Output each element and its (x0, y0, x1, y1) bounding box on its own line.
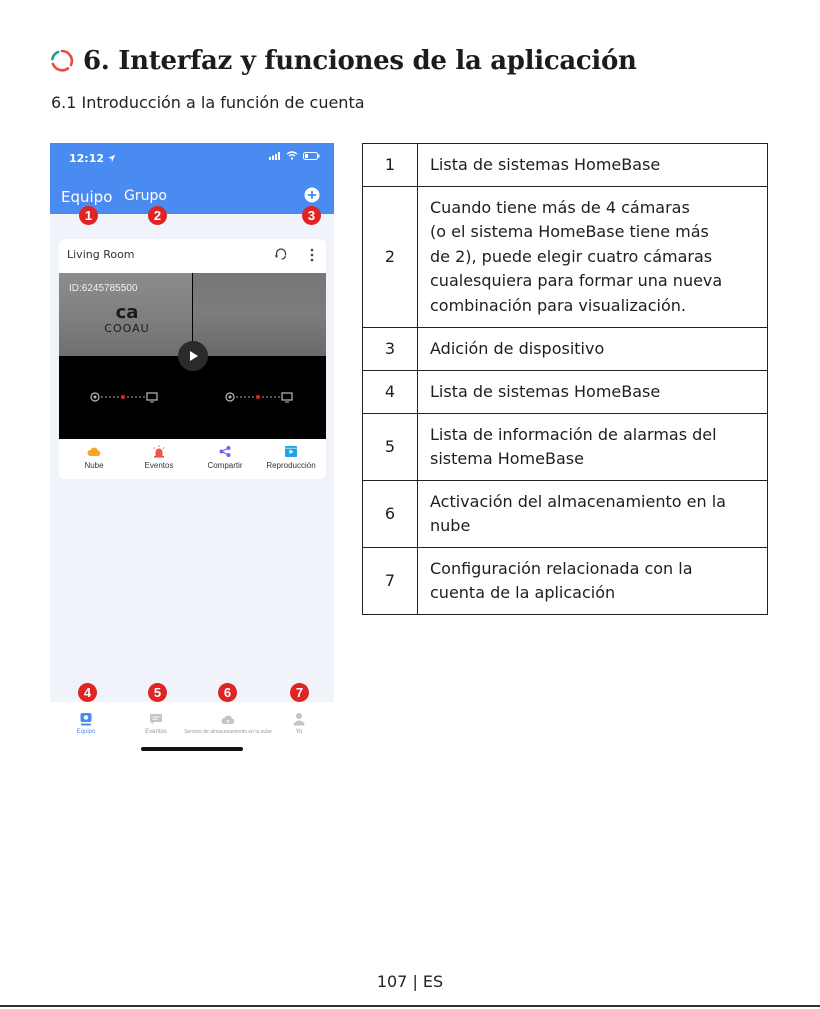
action-cloud[interactable]: Nube (59, 445, 129, 470)
tab-equipo[interactable]: Equipo (61, 188, 113, 206)
nav-cloud-storage[interactable]: Servicio de almacenamiento en la nube (176, 712, 280, 735)
table-row (363, 481, 768, 548)
message-icon (149, 712, 163, 726)
legend-num: 3 (363, 328, 418, 371)
camera-grid[interactable] (59, 273, 326, 439)
headset-icon[interactable] (274, 247, 288, 261)
camera-offline-icon (224, 391, 296, 403)
legend-desc: Lista de información de alarmas del sistema HomeBase (418, 414, 768, 481)
table-row (363, 328, 768, 371)
callout-6: 6 (218, 683, 237, 702)
camera-feed-1[interactable] (59, 273, 192, 356)
table-row (363, 187, 768, 328)
svg-text:COOAU: COOAU (104, 322, 150, 335)
wifi-icon (286, 151, 298, 160)
status-icons (269, 151, 320, 160)
section-ring-icon (50, 49, 74, 73)
action-share[interactable]: Compartir (190, 445, 260, 470)
legend-desc: Lista de sistemas HomeBase (418, 371, 768, 414)
playback-icon (284, 445, 298, 458)
action-playback[interactable]: Reproducción (256, 445, 326, 470)
nav-yo[interactable]: Yo (287, 712, 311, 735)
cloud-storage-icon (221, 712, 235, 726)
legend-num: 5 (363, 414, 418, 481)
app-screenshot (50, 143, 334, 768)
app-topbar (50, 143, 334, 214)
callout-3: 3 (302, 206, 321, 225)
section-title: 6. Interfaz y funciones de la aplicación (83, 46, 637, 76)
legend-num: 6 (363, 481, 418, 548)
alarm-icon (152, 445, 166, 458)
page-number: 107 | ES (376, 972, 444, 991)
user-icon (292, 712, 306, 726)
device-icon (79, 712, 93, 726)
device-card-title: Living Room (67, 248, 135, 261)
status-time: 12:12 (69, 152, 116, 165)
cooau-logo (97, 301, 157, 335)
bottom-nav (50, 702, 334, 768)
more-menu-icon[interactable] (309, 247, 315, 263)
section-heading (50, 46, 637, 76)
device-card[interactable] (59, 239, 326, 479)
table-row (363, 371, 768, 414)
legend-num: 7 (363, 548, 418, 615)
camera-offline-icon (89, 391, 161, 403)
battery-icon (303, 152, 320, 160)
legend-desc: Configuración relacionada con la cuenta de la aplicación (418, 548, 768, 615)
callout-1: 1 (79, 206, 98, 225)
nav-equipo[interactable]: Equipo (72, 712, 100, 735)
nav-eventos[interactable]: Eventos (142, 712, 170, 735)
footer-divider (0, 1005, 820, 1007)
home-indicator (141, 747, 243, 751)
cloud-icon (87, 445, 101, 458)
camera-feed-2[interactable] (193, 273, 326, 356)
callout-4: 4 (78, 683, 97, 702)
callout-2: 2 (148, 206, 167, 225)
location-arrow-icon (107, 154, 116, 163)
table-row (363, 548, 768, 615)
legend-desc: Cuando tiene más de 4 cámaras (o el sistema HomeBase tiene más de 2), puede elegir cuatro cámaras cualesquiera para formar una nueva combinación para visualización. (418, 187, 768, 328)
action-events[interactable]: Eventos (124, 445, 194, 470)
legend-num: 1 (363, 144, 418, 187)
signal-icon (269, 152, 281, 160)
table-row (363, 144, 768, 187)
callout-5: 5 (148, 683, 167, 702)
legend-num: 2 (363, 187, 418, 328)
share-icon (218, 445, 232, 458)
legend-desc: Activación del almacenamiento en la nube (418, 481, 768, 548)
play-icon[interactable] (178, 341, 208, 371)
tab-grupo[interactable]: Grupo (124, 188, 167, 204)
subsection-title: 6.1 Introducción a la función de cuenta (51, 93, 365, 112)
legend-desc: Adición de dispositivo (418, 328, 768, 371)
callout-7: 7 (290, 683, 309, 702)
legend-num: 4 (363, 371, 418, 414)
legend-table (362, 143, 768, 615)
card-actions (59, 445, 326, 479)
legend-desc: Lista de sistemas HomeBase (418, 144, 768, 187)
table-row (363, 414, 768, 481)
camera-id: ID:6245785500 (69, 283, 138, 294)
add-device-icon[interactable] (304, 187, 320, 203)
svg-text:ca: ca (115, 302, 139, 323)
